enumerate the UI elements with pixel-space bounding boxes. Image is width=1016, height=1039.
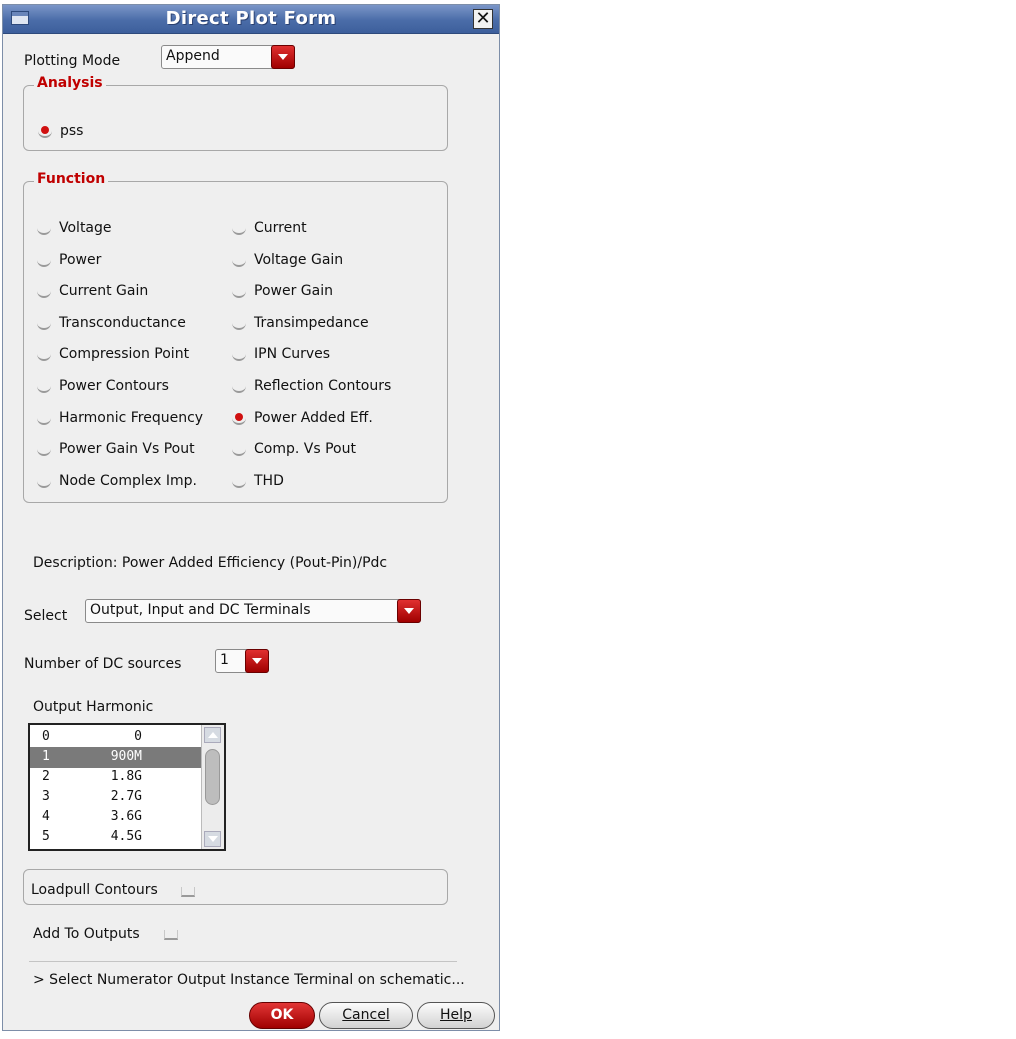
window-title: Direct Plot Form (165, 8, 337, 29)
chevron-down-icon[interactable] (397, 599, 421, 623)
scroll-up-icon[interactable] (204, 727, 221, 743)
select-label: Select (24, 608, 68, 624)
help-button[interactable] (417, 1002, 495, 1029)
radio-label: Reflection Contours (254, 378, 392, 394)
radio-label: Comp. Vs Pout (254, 441, 356, 457)
close-icon[interactable]: ✕ (473, 9, 493, 29)
vertical-scrollbar[interactable] (201, 725, 224, 849)
loadpull-group (23, 869, 448, 905)
radio-label: Transconductance (59, 315, 186, 331)
radio-icon[interactable] (37, 349, 51, 361)
loadpull-label: Loadpull Contours (31, 882, 158, 898)
plotting-mode-label: Plotting Mode (24, 53, 121, 69)
cancel-button-label: Cancel (342, 1007, 390, 1023)
help-button-label: Help (440, 1007, 472, 1023)
plotting-mode-dropdown[interactable] (161, 45, 295, 69)
analysis-group-title: Analysis (34, 75, 106, 91)
radio-label: THD (254, 473, 284, 489)
divider (29, 961, 457, 962)
radio-label: Voltage Gain (254, 252, 344, 268)
dc-sources-value: 1 (220, 652, 229, 668)
scroll-down-icon[interactable] (204, 831, 221, 847)
radio-label: Power Contours (59, 378, 169, 394)
radio-icon[interactable] (232, 413, 246, 425)
function-group-title: Function (34, 171, 108, 187)
cancel-button[interactable] (319, 1002, 413, 1029)
dc-sources-label: Number of DC sources (24, 656, 182, 672)
ok-button-label: OK (270, 1007, 294, 1023)
radio-label: Power Gain Vs Pout (59, 441, 195, 457)
output-harmonic-label: Output Harmonic (33, 699, 154, 715)
harmonic-frequency: 2.7G (110, 789, 142, 804)
radio-label: Voltage (59, 220, 112, 236)
radio-label: Transimpedance (254, 315, 369, 331)
add-to-outputs-label: Add To Outputs (33, 926, 140, 942)
radio-icon[interactable] (232, 381, 246, 393)
radio-icon[interactable] (37, 318, 51, 330)
analysis-group (23, 75, 448, 151)
dc-sources-dropdown[interactable] (215, 649, 269, 673)
harmonic-index: 0 (42, 729, 50, 744)
radio-icon[interactable] (232, 286, 246, 298)
add-to-outputs-checkbox[interactable] (164, 930, 178, 940)
radio-icon[interactable] (232, 255, 246, 267)
radio-icon[interactable] (37, 444, 51, 456)
harmonic-index: 4 (42, 809, 50, 824)
radio-icon[interactable] (37, 255, 51, 267)
ok-button[interactable] (249, 1002, 315, 1029)
harmonic-frequency: 1.8G (110, 769, 142, 784)
radio-label: Compression Point (59, 346, 190, 362)
radio-label: Power Added Eff. (254, 410, 373, 426)
titlebar[interactable] (3, 5, 499, 34)
list-item[interactable] (30, 727, 202, 748)
harmonic-index: 1 (42, 749, 50, 764)
harmonic-frequency: 4.5G (110, 829, 142, 844)
harmonic-index: 5 (42, 829, 50, 844)
harmonic-frequency: 900M (110, 749, 142, 764)
list-item[interactable] (30, 747, 202, 768)
select-value: Output, Input and DC Terminals (90, 602, 311, 618)
radio-label: Current (254, 220, 307, 236)
plotting-mode-value: Append (166, 48, 220, 64)
harmonic-frequency: 0 (134, 729, 142, 744)
radio-label: Power Gain (254, 283, 333, 299)
radio-label: IPN Curves (254, 346, 331, 362)
radio-icon[interactable] (37, 413, 51, 425)
radio-icon[interactable] (232, 223, 246, 235)
output-harmonic-list[interactable] (28, 723, 226, 851)
scroll-thumb[interactable] (205, 749, 220, 805)
list-item[interactable] (30, 787, 202, 808)
radio-icon[interactable] (232, 444, 246, 456)
radio-icon[interactable] (37, 286, 51, 298)
radio-icon[interactable] (37, 476, 51, 488)
chevron-down-icon[interactable] (245, 649, 269, 673)
radio-label: Harmonic Frequency (59, 410, 204, 426)
radio-icon[interactable] (232, 349, 246, 361)
harmonic-index: 2 (42, 769, 50, 784)
radio-label: Current Gain (59, 283, 149, 299)
radio-icon[interactable] (38, 126, 52, 138)
direct-plot-form-window (2, 4, 500, 1031)
chevron-down-icon[interactable] (271, 45, 295, 69)
list-item[interactable] (30, 827, 202, 848)
radio-icon[interactable] (37, 223, 51, 235)
radio-label: Power (59, 252, 102, 268)
list-item[interactable] (30, 807, 202, 828)
harmonic-index: 3 (42, 789, 50, 804)
list-item[interactable] (30, 767, 202, 788)
harmonic-frequency: 3.6G (110, 809, 142, 824)
status-prompt: > Select Numerator Output Instance Terminal on schematic... (33, 972, 465, 988)
radio-label: Node Complex Imp. (59, 473, 197, 489)
radio-icon[interactable] (232, 318, 246, 330)
radio-label: pss (60, 123, 84, 139)
loadpull-checkbox[interactable] (181, 887, 195, 897)
radio-icon[interactable] (37, 381, 51, 393)
description-text: Description: Power Added Efficiency (Pout-Pin)/Pdc (33, 555, 388, 571)
radio-icon[interactable] (232, 476, 246, 488)
select-dropdown[interactable] (85, 599, 421, 623)
